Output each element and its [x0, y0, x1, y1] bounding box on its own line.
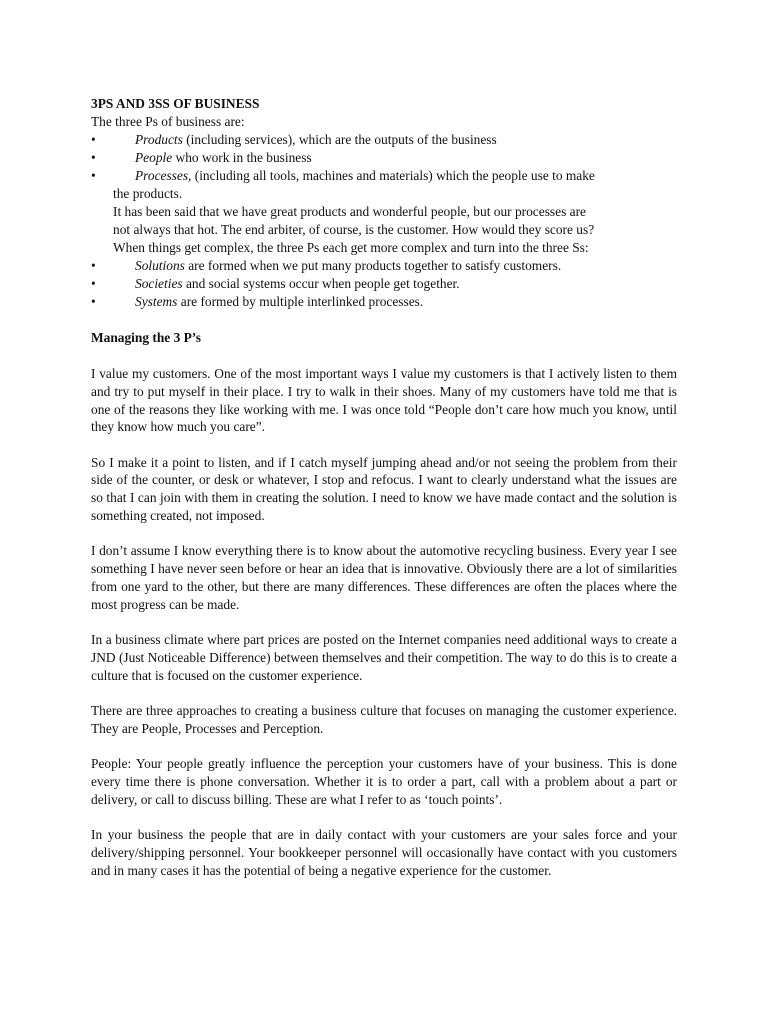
list-item	[91, 167, 677, 203]
three-ps-list	[91, 131, 677, 203]
list-item	[91, 275, 677, 293]
list-item-term: Products	[135, 132, 183, 147]
list-item-text: are formed when we put many products together to satisfy customers.	[184, 258, 562, 273]
paragraph: There are three approaches to creating a business culture that focuses on managing the customer experience. They are People, Processes and Perception.	[91, 702, 677, 736]
list-item	[91, 293, 677, 311]
list-item-text: who work in the business	[172, 150, 312, 165]
section-title: Managing the 3 P’s	[91, 330, 201, 345]
bullet-icon: •	[91, 276, 96, 291]
list-item-term: People	[135, 150, 173, 165]
document-title: 3PS AND 3SS OF BUSINESS	[91, 96, 260, 111]
bullet-icon: •	[91, 168, 96, 183]
three-ss-list	[91, 257, 677, 311]
paragraph: I don’t assume I know everything there is to know about the automotive recycling business. Every year I see something I have never seen before or hear an idea that is innovative. Obviously there are a lot of similarities from one yard to the other, but there are many differences. These differences are often the places where the most progress can be made.	[91, 543, 677, 612]
paragraph: So I make it a point to listen, and if I catch myself jumping ahead and/or not seeing the problem from their side of the counter, or desk or whatever, I stop and refocus. I want to clearly understand what the issues are so that I can join with them in creating the solution. I need to know we have made contact and the solution is something created, not imposed.	[91, 454, 677, 524]
list-item-term: Solutions	[135, 258, 185, 273]
paragraph: I value my customers. One of the most important ways I value my customers is that I actively listen to them and try to put myself in their place. I try to walk in their shoes. Many of my customers have told me that is one of the reasons they like working with me. I was once told “People don’t care how much you know, until they know how much you care”.	[91, 366, 677, 435]
paragraph: People: Your people greatly influence the perception your customers have of your business. This is done every time there is phone conversation. Whether it is to order a part, call with a problem about a part or delivery, or call to discuss billing. These are what I refer to as ‘touch points’.	[91, 756, 677, 807]
bullet-icon: •	[91, 258, 96, 273]
list-item-term: Societies	[135, 276, 183, 291]
list-item	[91, 131, 677, 149]
list-item	[91, 149, 677, 167]
ps-intro: The three Ps of business are:	[91, 114, 245, 129]
list-item-text: and social systems occur when people get together.	[182, 276, 460, 291]
middle-line: not always that hot. The end arbiter, of course, is the customer. How would they score us?	[113, 222, 595, 237]
list-item-term: Systems	[135, 294, 178, 309]
list-item-text: are formed by multiple interlinked processes.	[177, 294, 424, 309]
list-item	[91, 257, 677, 275]
middle-line: It has been said that we have great products and wonderful people, but our processes are	[113, 204, 586, 219]
list-item-continuation: the products.	[113, 186, 183, 201]
bullet-icon: •	[91, 150, 96, 165]
bullet-icon: •	[91, 132, 96, 147]
list-item-text: (including services), which are the outputs of the business	[182, 132, 497, 147]
paragraph: In a business climate where part prices are posted on the Internet companies need additional ways to create a JND (Just Noticeable Difference) between themselves and their competition. The way to do this is to create a culture that is focused on the customer experience.	[91, 632, 677, 683]
bullet-icon: •	[91, 294, 96, 309]
list-item-text: (including all tools, machines and materials) which the people use to make	[191, 168, 595, 183]
list-item-term: Processes,	[135, 168, 192, 183]
document-page	[91, 95, 677, 897]
middle-line: When things get complex, the three Ps each get more complex and turn into the three Ss:	[113, 240, 589, 255]
paragraph: In your business the people that are in daily contact with your customers are your sales force and your delivery/shipping personnel. Your bookkeeper personnel will occasionally have contact with you customers and in many cases it has the potential of being a negative experience for the customer.	[91, 826, 677, 878]
